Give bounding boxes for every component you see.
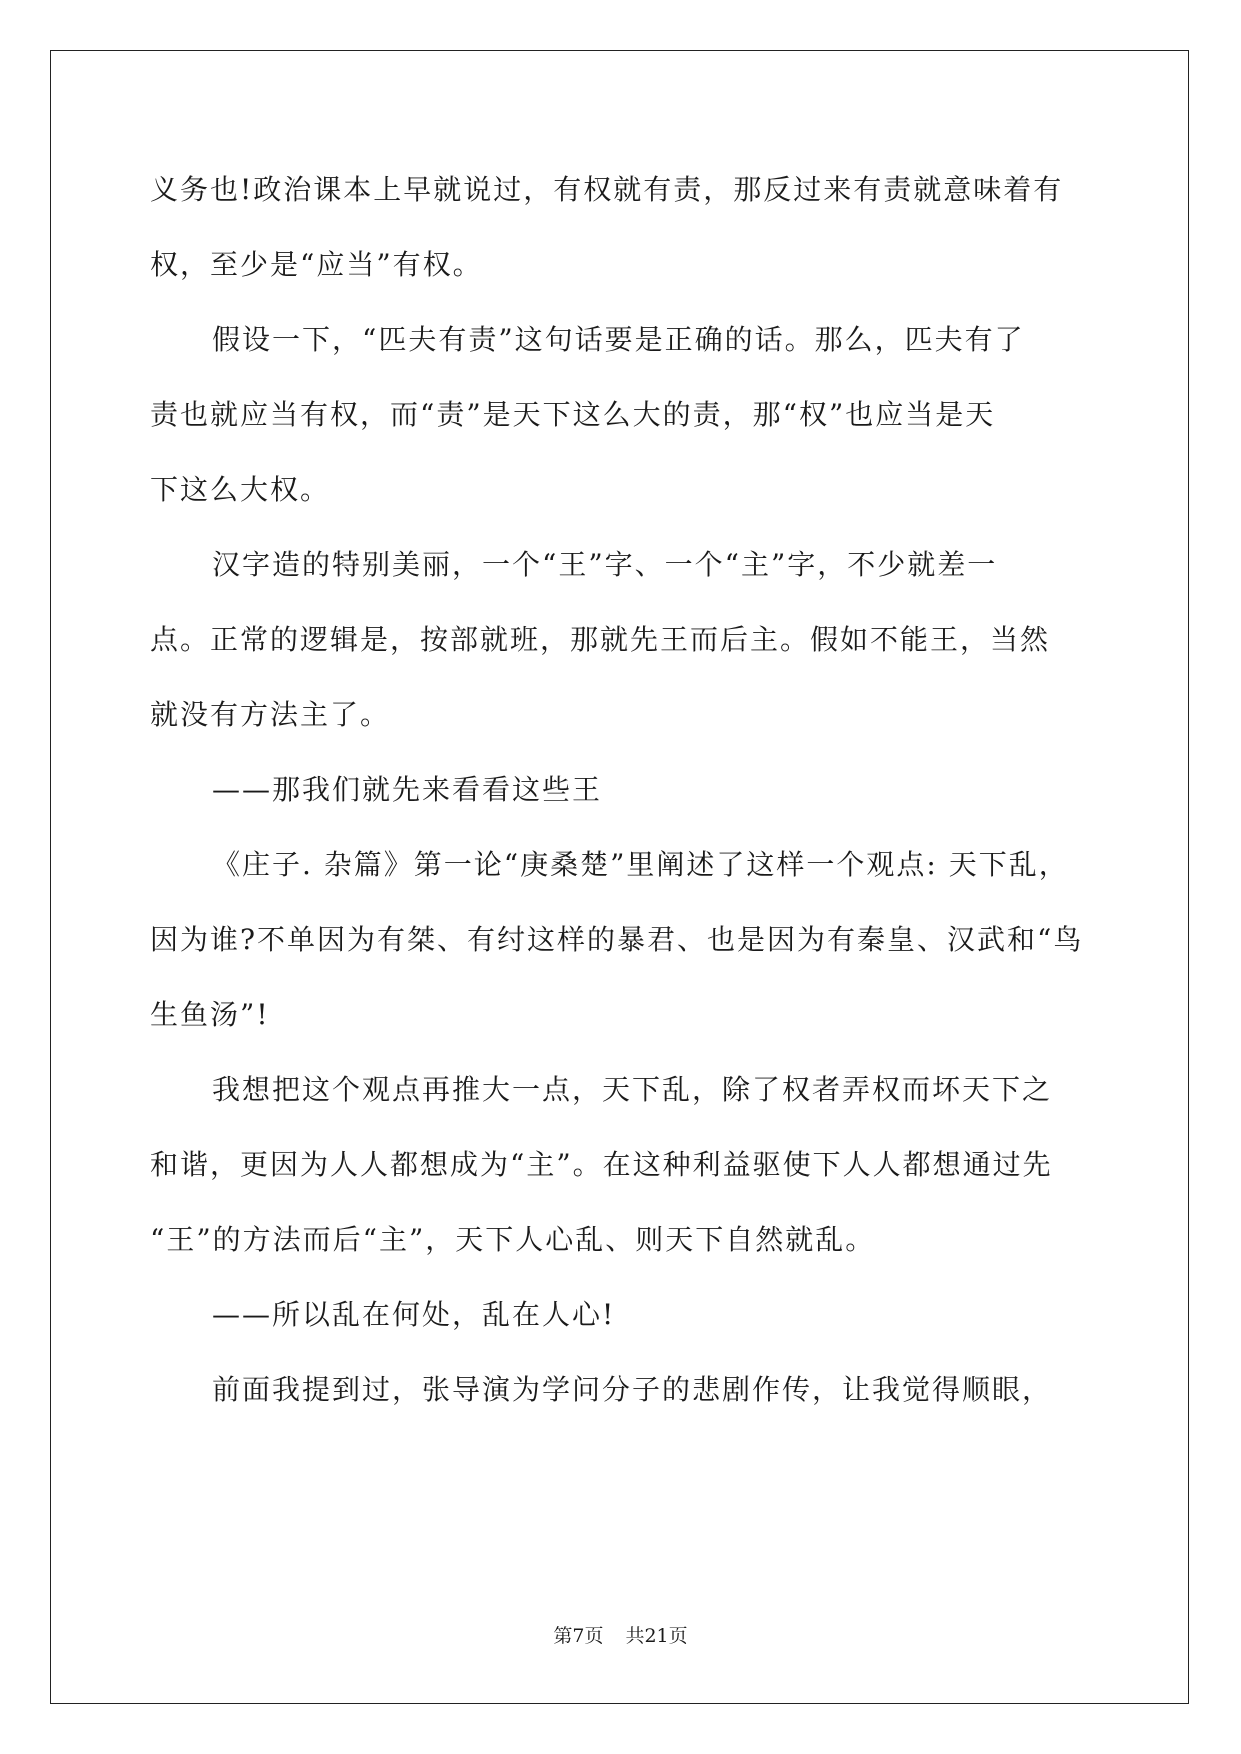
text-line: 假设一下，“匹夫有责”这句话要是正确的话。那么，匹夫有了 [212, 323, 1025, 356]
text-line: 《庄子. 杂篇》第一论“庚桑楚”里阐述了这样一个观点: 天下乱， [212, 848, 1069, 881]
text-line: 下这么大权。 [150, 473, 331, 506]
text-line: ——所以乱在何处，乱在人心! [212, 1298, 616, 1331]
text-line: 因为谁?不单因为有桀、有纣这样的暴君、也是因为有秦皇、汉武和“鸟 [150, 923, 1084, 956]
page-footer [0, 1624, 1241, 1648]
text-line: 点。正常的逻辑是，按部就班，那就先王而后主。假如不能王，当然 [150, 623, 1051, 656]
text-line: 责也就应当有权，而“责”是天下这么大的责，那“权”也应当是天 [150, 398, 996, 431]
text-line: 生鱼汤”! [150, 998, 270, 1031]
page-number: 第7页 [553, 1625, 604, 1647]
text-line: “王”的方法而后“主”，天下人心乱、则天下自然就乱。 [150, 1223, 876, 1256]
text-line: 权，至少是“应当”有权。 [150, 248, 483, 281]
text-line: 就没有方法主了。 [150, 698, 391, 731]
text-line: 汉字造的特别美丽，一个“王”字、一个“主”字，不少就差一 [212, 548, 998, 581]
text-line: 义务也!政治课本上早就说过，有权就有责，那反过来有责就意味着有 [150, 173, 1064, 206]
text-line: ——那我们就先来看看这些王 [212, 773, 603, 806]
page-total: 共21页 [625, 1625, 688, 1647]
text-line: 前面我提到过，张导演为学问分子的悲剧作传，让我觉得顺眼， [212, 1373, 1053, 1406]
text-line: 我想把这个观点再推大一点，天下乱，除了权者弄权而坏天下之 [212, 1073, 1053, 1106]
text-line: 和谐，更因为人人都想成为“主”。在这种利益驱使下人人都想通过先 [150, 1148, 1053, 1181]
